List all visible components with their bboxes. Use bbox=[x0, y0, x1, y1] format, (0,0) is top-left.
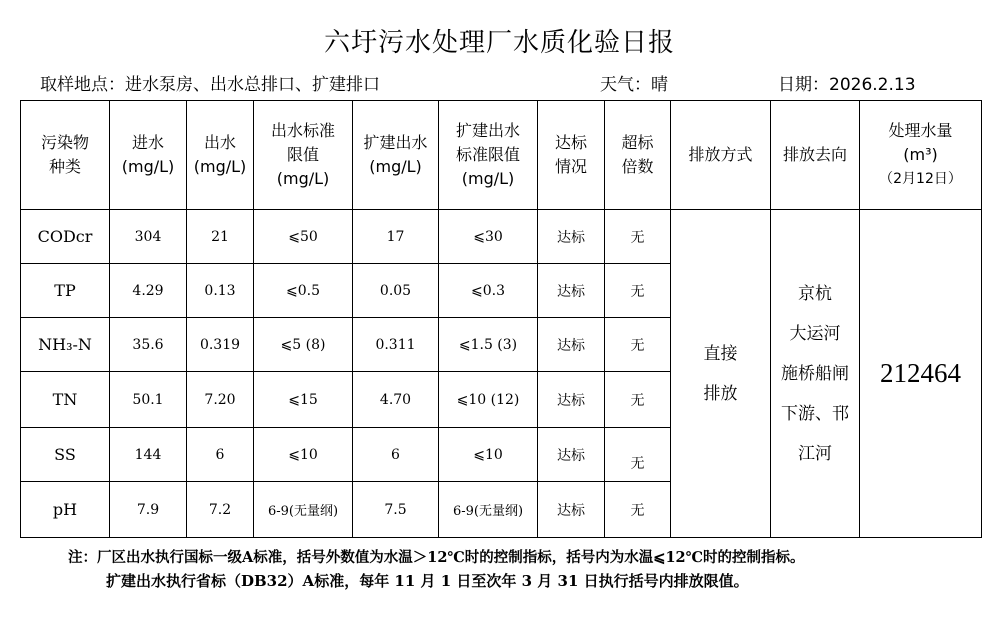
exceed-times: 无 bbox=[605, 210, 671, 264]
pollutant-name: TN bbox=[21, 372, 110, 428]
pollutant-name: SS bbox=[21, 428, 110, 482]
inflow-value: 7.9 bbox=[110, 482, 187, 538]
table-row bbox=[21, 210, 982, 264]
compliance-status: 达标 bbox=[538, 428, 605, 482]
sampling-location: 取样地点：进水泵房、出水总排口、扩建排口 bbox=[40, 75, 380, 95]
exceed-times: 无 bbox=[605, 372, 671, 428]
ext-outflow-limit: 6-9(无量纲) bbox=[439, 482, 538, 538]
ext-outflow-limit: ⩽30 bbox=[439, 210, 538, 264]
pollutant-name: CODcr bbox=[21, 210, 110, 264]
pollutant-name: NH₃-N bbox=[21, 318, 110, 372]
water-quality-table bbox=[20, 100, 982, 538]
header-ext-limit: 扩建出水 标准限值 (mg/L) bbox=[439, 101, 538, 210]
header-exceed-times: 超标 倍数 bbox=[605, 101, 671, 210]
discharge-destination: 京杭 大运河 施桥船闸 下游、邗 江河 bbox=[771, 210, 860, 538]
inflow-value: 304 bbox=[110, 210, 187, 264]
ext-outflow-value: 4.70 bbox=[353, 372, 439, 428]
exceed-times: 无 bbox=[605, 264, 671, 318]
ext-outflow-value: 17 bbox=[353, 210, 439, 264]
report-title: 六圩污水处理厂水质化验日报 bbox=[323, 28, 675, 58]
header-pollutant-type: 污染物 种类 bbox=[21, 101, 110, 210]
outflow-limit: ⩽15 bbox=[254, 372, 353, 428]
inflow-value: 35.6 bbox=[110, 318, 187, 372]
outflow-value: 7.2 bbox=[187, 482, 254, 538]
header-outflow: 出水 (mg/L) bbox=[187, 101, 254, 210]
inflow-value: 50.1 bbox=[110, 372, 187, 428]
exceed-times: 无 bbox=[605, 428, 671, 482]
outflow-limit: ⩽10 bbox=[254, 428, 353, 482]
treated-volume: 212464 bbox=[860, 210, 982, 538]
header-treated-volume: 处理水量 (m³) （2月12日） bbox=[860, 101, 982, 210]
ext-outflow-limit: ⩽0.3 bbox=[439, 264, 538, 318]
header-compliance: 达标 情况 bbox=[538, 101, 605, 210]
outflow-limit: ⩽0.5 bbox=[254, 264, 353, 318]
weather: 天气：晴 bbox=[600, 75, 668, 95]
ext-outflow-value: 0.05 bbox=[353, 264, 439, 318]
inflow-value: 4.29 bbox=[110, 264, 187, 318]
outflow-value: 6 bbox=[187, 428, 254, 482]
outflow-limit: ⩽50 bbox=[254, 210, 353, 264]
header-ext-outflow: 扩建出水 (mg/L) bbox=[353, 101, 439, 210]
outflow-limit: 6-9(无量纲) bbox=[254, 482, 353, 538]
pollutant-name: TP bbox=[21, 264, 110, 318]
header-inflow: 进水 (mg/L) bbox=[110, 101, 187, 210]
header-row bbox=[21, 101, 982, 210]
ext-outflow-value: 7.5 bbox=[353, 482, 439, 538]
compliance-status: 达标 bbox=[538, 264, 605, 318]
discharge-method: 直接 排放 bbox=[671, 210, 771, 538]
ext-outflow-limit: ⩽10 (12) bbox=[439, 372, 538, 428]
compliance-status: 达标 bbox=[538, 372, 605, 428]
ext-outflow-limit: ⩽10 bbox=[439, 428, 538, 482]
exceed-times: 无 bbox=[605, 318, 671, 372]
report-date: 日期：2026.2.13 bbox=[778, 75, 916, 95]
header-discharge-destination: 排放去向 bbox=[771, 101, 860, 210]
note-line-1: 注：厂区出水执行国标一级A标准，括号外数值为水温＞12℃时的控制指标，括号内为水温⩽12℃时的控制指标。 bbox=[68, 549, 805, 566]
outflow-value: 7.20 bbox=[187, 372, 254, 428]
outflow-value: 21 bbox=[187, 210, 254, 264]
outflow-value: 0.13 bbox=[187, 264, 254, 318]
ext-outflow-limit: ⩽1.5 (3) bbox=[439, 318, 538, 372]
note-line-2: 扩建出水执行省标（DB32）A标准，每年 11 月 1 日至次年 3 月 31 日执行括号内排放限值。 bbox=[106, 572, 749, 590]
header-outflow-limit: 出水标准 限值 (mg/L) bbox=[254, 101, 353, 210]
outflow-value: 0.319 bbox=[187, 318, 254, 372]
exceed-times: 无 bbox=[605, 482, 671, 538]
compliance-status: 达标 bbox=[538, 210, 605, 264]
compliance-status: 达标 bbox=[538, 318, 605, 372]
outflow-limit: ⩽5 (8) bbox=[254, 318, 353, 372]
ext-outflow-value: 6 bbox=[353, 428, 439, 482]
inflow-value: 144 bbox=[110, 428, 187, 482]
ext-outflow-value: 0.311 bbox=[353, 318, 439, 372]
compliance-status: 达标 bbox=[538, 482, 605, 538]
pollutant-name: pH bbox=[21, 482, 110, 538]
header-discharge-method: 排放方式 bbox=[671, 101, 771, 210]
